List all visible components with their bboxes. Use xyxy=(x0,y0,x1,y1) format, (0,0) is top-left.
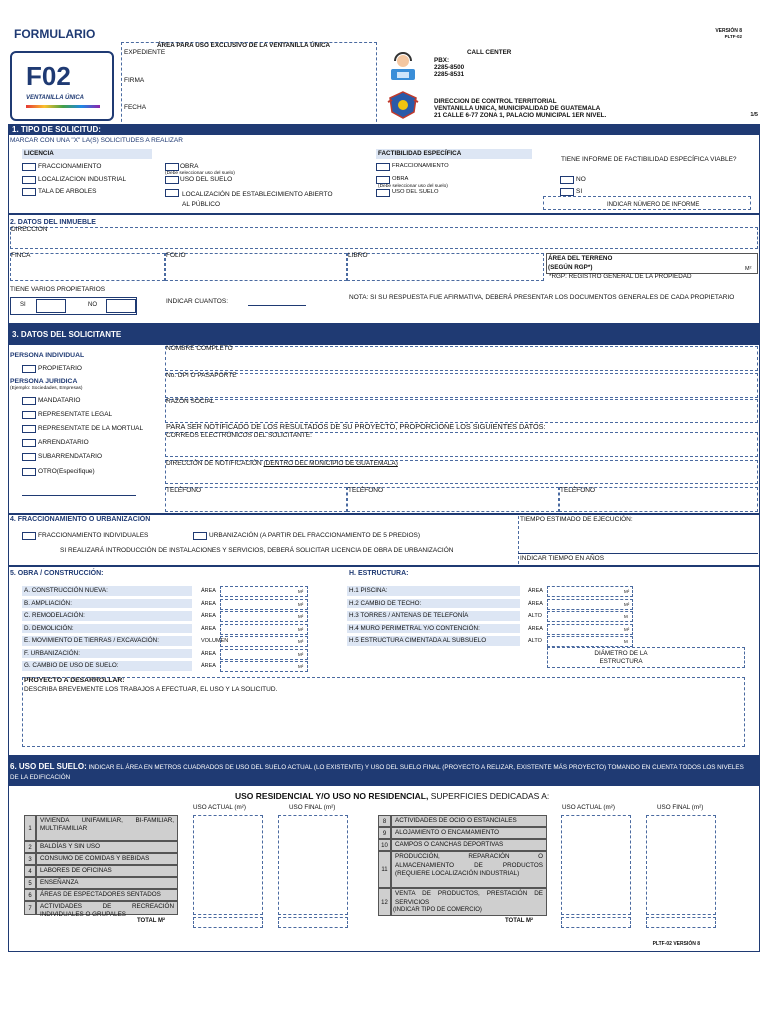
total-final-right-field[interactable] xyxy=(646,917,716,928)
factibilidad-label: FACTIBILIDAD ESPECÍFICA xyxy=(376,149,532,159)
otro-checkbox[interactable] xyxy=(22,468,36,476)
area-unit: M² xyxy=(745,266,752,272)
persona-individual-label: PERSONA INDIVIDUAL xyxy=(10,352,85,359)
localizacion-industrial-label: LOCALIZACION INDUSTRIAL xyxy=(38,176,127,183)
estructura-item-m: M xyxy=(624,614,628,619)
municipality-seal-icon xyxy=(386,90,420,120)
nombre-completo-field[interactable] xyxy=(165,346,758,371)
f-uso-suelo-checkbox[interactable] xyxy=(376,189,390,197)
fecha-label: FECHA xyxy=(124,104,147,111)
call-center-icon xyxy=(385,52,421,82)
local-abierto-checkbox[interactable] xyxy=(165,189,179,197)
obra-item-label[interactable]: G. CAMBIO DE USO DE SUELO: xyxy=(22,661,192,671)
introduccion-note: SI REALIZARÁ INTRODUCCIÓN DE INSTALACIONES Y SERVICIOS, DEBERÁ SOLICITAR LICENCIA DE OBRA DE URBANIZACIÓN xyxy=(60,547,454,554)
uso-row-label: CONSUMO DE COMIDAS Y BEBIDAS xyxy=(36,853,178,865)
uso-row-note: (INDICAR TIPO DE COMERCIO) xyxy=(393,907,482,913)
telefono-2-label: TELÉFONO xyxy=(348,487,384,494)
estructura-item-label: H.2 CAMBIO DE TECHO: xyxy=(347,599,520,609)
uso-actual-left-field[interactable] xyxy=(193,815,263,915)
dir-line-3: 21 CALLE 6-77 ZONA 1, PALACIO MUNICIPAL 1ER NIVEL. xyxy=(434,112,607,119)
obra-item-m: M² xyxy=(298,589,304,594)
obra-item-m: M² xyxy=(298,601,304,607)
obra-label: OBRA xyxy=(180,163,199,170)
estructura-item-label: H.1 PISCINA: xyxy=(347,586,520,596)
logo-code: F02 xyxy=(26,61,71,91)
mandatario-checkbox[interactable] xyxy=(22,397,36,405)
dir-line-2: VENTANILLA UNICA, MUNICIPALIDAD DE GUATEMALA xyxy=(434,105,601,112)
f-fraccionamiento-checkbox[interactable] xyxy=(376,163,390,171)
obra-item-label[interactable]: C. REMODELACIÓN: xyxy=(22,611,192,621)
informe-no-checkbox[interactable] xyxy=(560,176,574,184)
libro-label: LIBRO xyxy=(348,252,368,259)
logo-stripe xyxy=(26,105,100,108)
tiempo-field[interactable] xyxy=(518,553,758,554)
area-terreno-label: ÁREA DEL TERRENO xyxy=(548,255,613,262)
uso-final-right-field[interactable] xyxy=(646,815,716,915)
razon-social-field[interactable] xyxy=(165,399,758,423)
area-terreno-sub: (SEGÚN RGP*) xyxy=(548,264,593,271)
correos-label: CORREOS ELECTRÓNICOS DEL SOLICITANTE: xyxy=(166,432,312,439)
uso-final-right-header: USO FINAL (m²) xyxy=(657,804,704,811)
cuantos-field[interactable] xyxy=(248,305,306,306)
propietario-label: PROPIETARIO xyxy=(38,365,82,372)
estructura-item-label: H.5 ESTRUCTURA CIMENTADA AL SUBSUELO xyxy=(347,636,520,646)
uso-row-label: ÁREAS DE ESPECTADORES SENTADOS xyxy=(36,889,178,901)
exclusive-area-title: ÁREA PARA USO EXCLUSIVO DE LA VENTANILLA ÚNICA xyxy=(157,42,331,49)
urbanizacion-checkbox[interactable] xyxy=(193,532,207,540)
licencia-label: LICENCIA xyxy=(22,149,152,159)
logo-sub: VENTANILLA ÚNICA xyxy=(26,95,84,101)
obra-item-unit: ÁREA xyxy=(201,663,216,669)
section-4-title: 4. FRACCIONAMIENTO O URBANIZACIÓN xyxy=(10,516,151,523)
f-obra-label: OBRA xyxy=(392,176,409,182)
obra-item-unit: ÁREA xyxy=(201,613,216,619)
folio-field[interactable] xyxy=(165,253,347,281)
uso-row-number: 6 xyxy=(24,889,36,901)
representante-legal-checkbox[interactable] xyxy=(22,411,36,419)
uso-row-label: BALDÍAS Y SIN USO xyxy=(36,841,178,853)
propietarios-nota: NOTA: SI SU RESPUESTA FUE AFIRMATIVA, DEBERÁ PRESENTAR LOS DOCUMENTOS GENERALES DE CADA PROPIETARIO xyxy=(349,294,735,301)
total-right-label: TOTAL M² xyxy=(505,918,533,924)
f-fraccionamiento-label: FRACCIONAMIENTO xyxy=(392,163,449,169)
obra-item-m: M² xyxy=(298,664,304,669)
numero-informe-label: INDICAR NÚMERO DE INFORME xyxy=(607,202,700,208)
section-6-intro: 6. USO DEL SUELO: INDICAR EL ÁREA EN METROS CUADRADOS DE USO DEL SUELO ACTUAL (LO EXISTENTE) Y USO DEL SUELO FINAL (PROYECTO A RELIZAR, EXISTENTE MÁS PROYECTO) TOMANDO EN CUENTA TODOS LOS NIVELES DE LA EDIFICACIÓN xyxy=(10,762,744,782)
representante-mortual-label: REPRESENTATE DE LA MORTUAL xyxy=(38,425,144,432)
representante-mortual-checkbox[interactable] xyxy=(22,425,36,433)
uso-actual-right-header: USO ACTUAL (m²) xyxy=(562,804,615,811)
uso-row-number: 4 xyxy=(24,865,36,877)
obra-item-unit: ÁREA xyxy=(201,600,216,607)
estructura-item-unit: ÁREA xyxy=(528,625,543,632)
uso-suelo-checkbox[interactable] xyxy=(165,176,179,184)
f-obra-checkbox[interactable] xyxy=(376,176,390,184)
arrendatario-label: ARRENDATARIO xyxy=(38,439,89,446)
firma-label: FIRMA xyxy=(124,77,145,84)
persona-juridica-note: (Ejemplo: Sociedades, Empresas) xyxy=(10,386,83,391)
section-3-title: 3. DATOS DEL SOLICITANTE xyxy=(8,325,760,345)
tiempo-divider xyxy=(518,516,519,564)
local-abierto-label-1: LOCALIZACIÓN DE ESTABLECIMIENTO ABIERTO xyxy=(182,191,333,198)
uso-suelo-label: USO DEL SUELO xyxy=(180,176,233,183)
uso-row-label: PRODUCCIÓN, REPARACIÓN O ALMACENAMIENTO DE PRODUCTOS (REQUIERE LOCALIZACIÓN INDUSTRIAL) xyxy=(391,851,547,888)
uso-row-number: 9 xyxy=(378,827,391,839)
obra-item-label[interactable]: B. AMPLIACIÓN: xyxy=(22,599,192,609)
estructura-item-unit: ALTO xyxy=(528,638,542,644)
form-title: FORMULARIO xyxy=(14,27,96,41)
tiene-informe-label: TIENE INFORME DE FACTIBILIDAD ESPECÍFICA VIABLE? xyxy=(561,156,737,163)
uso-row-number: 8 xyxy=(378,815,391,827)
otro-especifique-field[interactable] xyxy=(22,495,136,496)
arrendatario-checkbox[interactable] xyxy=(22,439,36,447)
uso-row-number: 3 xyxy=(24,853,36,865)
varios-si-checkbox[interactable] xyxy=(36,299,66,313)
uso-final-left-header: USO FINAL (m²) xyxy=(289,804,336,811)
call-center-label: CALL CENTER xyxy=(467,49,512,56)
estructura-item-field[interactable] xyxy=(547,586,633,597)
obra-item-label[interactable]: D. DEMOLICIÓN: xyxy=(22,624,192,634)
dpi-field[interactable] xyxy=(165,373,758,398)
fracc-individuales-checkbox[interactable] xyxy=(22,532,36,540)
obra-item-unit: ÁREA xyxy=(201,588,216,594)
estructura-item-unit: ÁREA xyxy=(528,588,543,594)
total-actual-right-field[interactable] xyxy=(561,917,631,928)
informe-no-label: NO xyxy=(576,176,586,183)
uso-row-label: CAMPOS O CANCHAS DEPORTIVAS xyxy=(391,839,547,851)
tiempo-anos-label: INDICAR TIEMPO EN AÑOS xyxy=(520,555,605,562)
estructura-item-unit: ÁREA xyxy=(528,600,543,607)
uso-heading: USO RESIDENCIAL Y/O USO NO RESIDENCIAL, SUPERFICIES DEDICADAS A: xyxy=(235,791,550,801)
total-final-left-field[interactable] xyxy=(278,917,348,928)
tiempo-label: TIEMPO ESTIMADO DE EJECUCIÓN: xyxy=(520,516,633,523)
obra-item-field[interactable] xyxy=(220,649,308,660)
dpi-label: No. DPI O PASAPORTE xyxy=(166,372,237,379)
uso-row-number: 7 xyxy=(24,901,36,915)
uso-final-left-field[interactable] xyxy=(278,815,348,915)
uso-row-number: 1 xyxy=(24,815,36,841)
estructura-item-label: H.3 TORRES / ANTENAS DE TELEFONÍA xyxy=(347,611,520,621)
obra-item-label[interactable]: F. URBANIZACIÓN: xyxy=(22,649,192,659)
obra-item-label[interactable]: A. CONSTRUCCIÓN NUEVA: xyxy=(22,586,192,596)
urbanizacion-label: URBANIZACIÓN (A PARTIR DEL FRACCIONAMIENTO DE 5 PREDIOS) xyxy=(209,532,421,539)
folio-label: FOLIO xyxy=(166,252,186,259)
estructura-item-m: M xyxy=(624,639,628,644)
uso-row-number: 11 xyxy=(378,851,391,888)
mandatario-label: MANDATARIO xyxy=(38,397,81,404)
uso-row-label: ACTIVIDADES DE RECREACIÓN INDIVIDUALES O GRUPALES xyxy=(36,901,178,915)
otro-label: OTRO(Especifique) xyxy=(38,468,95,475)
telefono-3-label: TELÉFONO xyxy=(560,487,596,494)
estructura-item-field[interactable] xyxy=(547,636,633,647)
f-obra-note: (Debe seleccionar uso del suelo) xyxy=(378,184,448,189)
estructura-title: H. ESTRUCTURA: xyxy=(349,570,409,577)
uso-actual-right-field[interactable] xyxy=(561,815,631,915)
footer-version: PLTF-02 VERSIÓN 8 xyxy=(652,941,700,947)
uso-row-label: ALOJAMIENTO O ENCAMAMIENTO xyxy=(391,827,547,839)
fraccionamiento-label: FRACCIONAMIENTO xyxy=(38,163,102,170)
obra-item-field[interactable] xyxy=(220,599,308,610)
uso-row-label: ENSEÑANZA xyxy=(36,877,178,889)
version-line2: PLTF-02 xyxy=(724,34,742,39)
uso-row-label: VIVIENDA UNIFAMILIAR, BI-FAMILIAR, MULTIFAMILIAR xyxy=(36,815,178,841)
section-1-title: 1. TIPO DE SOLICITUD: xyxy=(8,124,760,135)
estructura-item-field[interactable] xyxy=(547,611,633,622)
uso-row-number: 2 xyxy=(24,841,36,853)
f02-logo xyxy=(10,51,114,121)
uso-row-number: 12 xyxy=(378,888,391,916)
estructura-item-m: M² xyxy=(624,589,630,594)
estructura-item-unit: ALTO xyxy=(528,613,542,619)
estructura-item-field[interactable] xyxy=(547,599,633,610)
local-abierto-label-2: AL PÚBLICO xyxy=(182,201,221,208)
nombre-completo-label: NOMBRE COMPLETO xyxy=(166,345,233,352)
cuantos-label: INDICAR CUANTOS: xyxy=(166,298,228,305)
varios-propietarios-label: TIENE VARIOS PROPIETARIOS xyxy=(10,286,106,293)
obra-item-unit: VOLUMEN xyxy=(201,638,229,644)
uso-row-label: ACTIVIDADES DE OCIO O ESTANCIALES xyxy=(391,815,547,827)
expediente-label: EXPEDIENTE xyxy=(124,49,166,56)
uso-row-label: LABORES DE OFICINAS xyxy=(36,865,178,877)
varios-no-checkbox[interactable] xyxy=(106,299,136,313)
informe-si-label: SI xyxy=(576,188,583,195)
obra-item-field[interactable] xyxy=(220,636,308,647)
estructura-item-label: H.4 MURO PERIMETRAL Y/O CONTENCIÓN: xyxy=(347,624,520,634)
obra-item-field[interactable] xyxy=(220,661,308,672)
varios-no-label: NO xyxy=(88,302,97,308)
obra-item-m: M² xyxy=(298,614,304,619)
total-left-label: TOTAL M² xyxy=(137,918,165,924)
obra-item-field[interactable] xyxy=(220,624,308,635)
diametro-label: DIÁMETRO DE LA ESTRUCTURA xyxy=(594,650,648,665)
razon-social-label: RAZÓN SOCIAL xyxy=(166,398,215,405)
estructura-item-m: M² xyxy=(624,601,630,607)
obra-item-m: M³ xyxy=(298,639,304,644)
proyecto-describa: DESCRIBA BREVEMENTE LOS TRABAJOS A EFECTUAR, EL USO Y LA SOLICITUD. xyxy=(24,686,278,693)
obra-item-label[interactable]: E. MOVIMIENTO DE TIERRAS / EXCAVACIÓN: xyxy=(22,636,192,646)
page-number: 1/5 xyxy=(750,112,758,118)
uso-row-number: 10 xyxy=(378,839,391,851)
pbx-label: PBX: xyxy=(434,57,450,64)
tala-arboles-label: TALA DE ARBOLES xyxy=(38,188,97,195)
obra-item-unit: ÁREA xyxy=(201,650,216,657)
fracc-individuales-label: FRACCIONAMIENTO INDIVIDUALES xyxy=(38,532,149,539)
uso-actual-left-header: USO ACTUAL (m²) xyxy=(193,804,246,811)
uso-row-label: VENTA DE PRODUCTOS, PRESTACIÓN DE SERVICIOS xyxy=(391,888,547,916)
section-1-subtitle: MARCAR CON UNA "X" LA(S) SOLICITUDES A REALIZAR xyxy=(10,137,183,144)
f-uso-suelo-label: USO DEL SUELO xyxy=(392,189,439,195)
tala-arboles-checkbox[interactable] xyxy=(22,188,36,196)
obra-checkbox[interactable] xyxy=(165,163,179,171)
propietario-checkbox[interactable] xyxy=(22,365,36,373)
rgp-note: *RGP: REGISTRO GENERAL DE LA PROPIEDAD xyxy=(549,273,692,280)
telefono-1-label: TELÉFONO xyxy=(166,487,202,494)
representante-legal-label: REPRESENTATE LEGAL xyxy=(38,411,113,418)
uso-row-number: 5 xyxy=(24,877,36,889)
persona-juridica-label: PERSONA JURIDICA xyxy=(10,378,78,385)
section-2-title: 2. DATOS DEL INMUEBLE xyxy=(10,219,96,226)
obra-note: (Debe seleccionar uso del suelo) xyxy=(165,171,235,176)
finca-field[interactable] xyxy=(10,253,165,281)
libro-field[interactable] xyxy=(347,253,544,281)
direccion-notificacion-label: DIRECCIÓN DE NOTIFICACIÓN (DENTRO DEL MUNICIPIO DE GUATEMALA) xyxy=(166,460,398,467)
subarrendatario-checkbox[interactable] xyxy=(22,453,36,461)
phone-1: 2285-8500 xyxy=(434,64,465,71)
fraccionamiento-checkbox[interactable] xyxy=(22,163,36,171)
phone-2: 2285-8531 xyxy=(434,71,465,78)
estructura-item-m: M² xyxy=(624,626,630,632)
estructura-item-field[interactable] xyxy=(547,624,633,635)
obra-item-field[interactable] xyxy=(220,586,308,597)
varios-si-label: SI xyxy=(20,302,26,308)
localizacion-industrial-checkbox[interactable] xyxy=(22,176,36,184)
direccion-field[interactable] xyxy=(10,227,758,249)
obra-item-unit: ÁREA xyxy=(201,625,216,632)
obra-item-m: M² xyxy=(298,651,304,657)
finca-label: FINCA xyxy=(11,252,31,259)
notificacion-instruction: PARA SER NOTIFICADO DE LOS RESULTADOS DE SU PROYECTO, PROPORCIONE LOS SIGUIENTES DATOS: xyxy=(166,422,546,431)
obra-item-m: M² xyxy=(298,626,304,632)
version-line1: VERSIÓN 8 xyxy=(715,28,742,34)
total-actual-left-field[interactable] xyxy=(193,917,263,928)
section-5-title: 5. OBRA / CONSTRUCCIÓN: xyxy=(10,570,104,577)
direccion-label: DIRECCION xyxy=(11,226,48,233)
subarrendatario-label: SUBARRENDATARIO xyxy=(38,453,103,460)
obra-item-field[interactable] xyxy=(220,611,308,622)
proyecto-label: PROYECTO A DESARROLLAR: xyxy=(24,677,125,684)
dir-line-1: DIRECCION DE CONTROL TERRITORIAL xyxy=(434,98,557,105)
informe-si-checkbox[interactable] xyxy=(560,188,574,196)
